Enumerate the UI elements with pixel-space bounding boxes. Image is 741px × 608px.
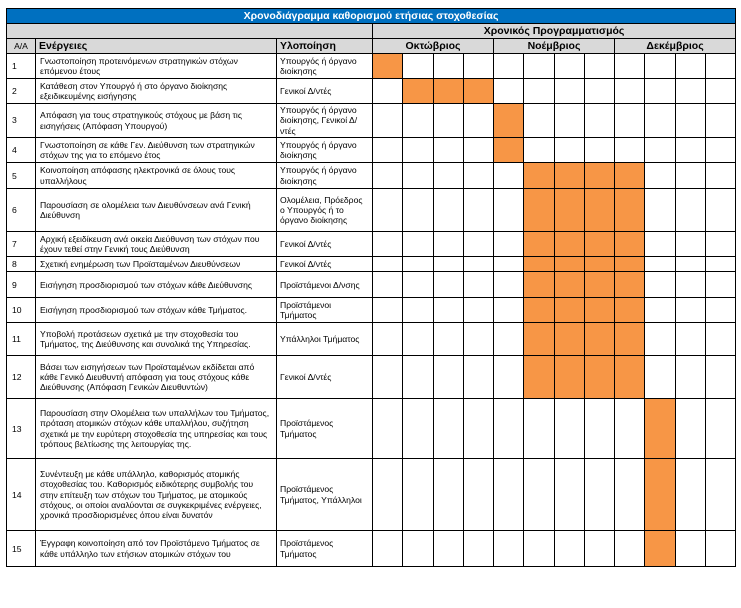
table-row [7, 323, 736, 356]
schedule-cell [494, 79, 524, 104]
schedule-cell [373, 232, 403, 257]
schedule-cell [403, 272, 433, 298]
schedule-cell [524, 79, 554, 104]
schedule-bar-cell [584, 163, 614, 189]
schedule-cell [463, 459, 493, 531]
action-text: Κοινοποίηση απόφασης ηλεκτρονικά σε όλους τους υπαλλήλους [36, 163, 277, 189]
schedule-cell [403, 399, 433, 459]
schedule-cell [494, 189, 524, 232]
schedule-cell [433, 399, 463, 459]
schedule-cell [645, 54, 675, 79]
responsible-text: Γενικοί Δ/ντές [277, 356, 373, 399]
schedule-cell [524, 54, 554, 79]
schedule-bar-cell [554, 257, 584, 272]
schedule-cell [433, 189, 463, 232]
header-spacer [7, 24, 373, 39]
action-text: Παρουσίαση στην Ολομέλεια των υπαλλήλων του Τμήματος, πρόταση ατομικών στόχων κάθε υπαλλήλου, συζήτηση σχετικά με την ευρύτερη στοχοθεσία της υπηρεσίας και τους τρόπους βελτίωσης της λειτουργίας της. [36, 399, 277, 459]
schedule-cell [494, 399, 524, 459]
schedule-cell [433, 272, 463, 298]
schedule-cell [524, 459, 554, 531]
table-row [7, 54, 736, 79]
schedule-bar-cell [524, 163, 554, 189]
schedule-cell [705, 138, 735, 163]
responsible-text: Υπουργός ή όργανο διοίκησης [277, 163, 373, 189]
schedule-cell [615, 399, 645, 459]
schedule-bar-cell [554, 189, 584, 232]
schedule-cell [524, 531, 554, 567]
schedule-cell [494, 323, 524, 356]
schedule-bar-cell [524, 257, 554, 272]
schedule-cell [433, 54, 463, 79]
schedule-cell [463, 189, 493, 232]
schedule-bar-cell [554, 232, 584, 257]
schedule-cell [373, 356, 403, 399]
table-row [7, 104, 736, 138]
schedule-cell [645, 189, 675, 232]
schedule-cell [433, 531, 463, 567]
schedule-bar-cell [584, 272, 614, 298]
schedule-cell [463, 531, 493, 567]
schedule-cell [554, 399, 584, 459]
schedule-bar-cell [645, 459, 675, 531]
schedule-cell [463, 138, 493, 163]
schedule-cell [645, 356, 675, 399]
schedule-cell [675, 356, 705, 399]
schedule-cell [645, 232, 675, 257]
schedule-cell [403, 356, 433, 399]
schedule-table [6, 8, 736, 567]
schedule-cell [433, 459, 463, 531]
table-row [7, 163, 736, 189]
schedule-cell [615, 54, 645, 79]
schedule-cell [463, 298, 493, 323]
schedule-cell [494, 531, 524, 567]
schedule-cell [373, 257, 403, 272]
month-december: Δεκέμβριος [615, 39, 736, 54]
schedule-cell [403, 459, 433, 531]
schedule-cell [645, 138, 675, 163]
schedule-bar-cell [554, 272, 584, 298]
schedule-cell [645, 323, 675, 356]
schedule-bar-cell [584, 189, 614, 232]
schedule-cell [615, 138, 645, 163]
row-number: 4 [7, 138, 36, 163]
schedule-bar-cell [403, 79, 433, 104]
schedule-cell [584, 459, 614, 531]
schedule-cell [403, 298, 433, 323]
schedule-cell [705, 459, 735, 531]
schedule-cell [675, 272, 705, 298]
schedule-cell [494, 459, 524, 531]
schedule-cell [433, 104, 463, 138]
row-number: 13 [7, 399, 36, 459]
row-number: 10 [7, 298, 36, 323]
schedule-cell [403, 163, 433, 189]
schedule-cell [645, 257, 675, 272]
schedule-bar-cell [524, 272, 554, 298]
schedule-cell [584, 54, 614, 79]
schedule-cell [554, 79, 584, 104]
row-number: 9 [7, 272, 36, 298]
schedule-cell [433, 163, 463, 189]
schedule-bar-cell [524, 232, 554, 257]
row-number: 3 [7, 104, 36, 138]
schedule-cell [705, 399, 735, 459]
schedule-cell [463, 104, 493, 138]
schedule-cell [675, 531, 705, 567]
schedule-cell [705, 257, 735, 272]
schedule-cell [675, 189, 705, 232]
schedule-bar-cell [615, 189, 645, 232]
actions-header: Ενέργειες [36, 39, 277, 54]
schedule-cell [403, 323, 433, 356]
schedule-cell [524, 399, 554, 459]
schedule-cell [615, 104, 645, 138]
action-text: Εισήγηση προσδιορισμού των στόχων κάθε Διεύθυνσης [36, 272, 277, 298]
schedule-cell [494, 257, 524, 272]
action-text: Παρουσίαση σε ολομέλεια των Διευθύνσεων ανά Γενική Διεύθυνση [36, 189, 277, 232]
schedule-cell [705, 298, 735, 323]
schedule-cell [463, 54, 493, 79]
action-text: Υποβολή προτάσεων σχετικά με την στοχοθεσία του Τμήματος, της Διεύθυνσης και συνολικά της Υπηρεσίας. [36, 323, 277, 356]
schedule-cell [554, 138, 584, 163]
schedule-bar-cell [373, 54, 403, 79]
row-number: 1 [7, 54, 36, 79]
schedule-cell [615, 79, 645, 104]
action-text: Γνωστοποίηση προτεινόμενων στρατηγικών στόχων επόμενου έτους [36, 54, 277, 79]
schedule-cell [463, 356, 493, 399]
schedule-cell [705, 163, 735, 189]
table-row [7, 531, 736, 567]
schedule-bar-cell [584, 257, 614, 272]
responsible-text: Υπουργός ή όργανο διοίκησης, Γενικοί Δ/ντές [277, 104, 373, 138]
schedule-bar-cell [554, 356, 584, 399]
schedule-cell [433, 323, 463, 356]
row-number: 7 [7, 232, 36, 257]
month-november: Νοέμβριος [494, 39, 615, 54]
schedule-cell [675, 163, 705, 189]
schedule-bar-cell [494, 138, 524, 163]
schedule-cell [433, 298, 463, 323]
schedule-cell [705, 531, 735, 567]
row-number: 12 [7, 356, 36, 399]
row-number: 5 [7, 163, 36, 189]
schedule-cell [675, 323, 705, 356]
action-text: Σχετική ενημέρωση των Προϊσταμένων Διευθύνσεων [36, 257, 277, 272]
schedule-bar-cell [524, 356, 554, 399]
table-row [7, 189, 736, 232]
responsible-text: Προϊστάμενοι Τμήματος [277, 298, 373, 323]
table-row [7, 232, 736, 257]
schedule-cell [373, 104, 403, 138]
schedule-cell [645, 298, 675, 323]
schedule-bar-cell [615, 163, 645, 189]
schedule-bar-cell [584, 323, 614, 356]
schedule-cell [675, 298, 705, 323]
schedule-cell [403, 54, 433, 79]
schedule-cell [524, 138, 554, 163]
schedule-cell [433, 138, 463, 163]
responsible-text: Προϊστάμενος Τμήματος, Υπάλληλοι [277, 459, 373, 531]
schedule-cell [433, 257, 463, 272]
schedule-cell [373, 323, 403, 356]
action-text: Γνωστοποίηση σε κάθε Γεν. Διεύθυνση των στρατηγικών στόχων της για το επόμενο έτος [36, 138, 277, 163]
responsible-text: Υπάλληλοι Τμήματος [277, 323, 373, 356]
schedule-bar-cell [615, 323, 645, 356]
row-number: 14 [7, 459, 36, 531]
schedule-bar-cell [433, 79, 463, 104]
schedule-cell [705, 54, 735, 79]
schedule-cell [675, 79, 705, 104]
schedule-cell [463, 399, 493, 459]
schedule-bar-cell [524, 298, 554, 323]
responsible-text: Γενικοί Δ/ντές [277, 257, 373, 272]
schedule-cell [373, 399, 403, 459]
schedule-cell [675, 459, 705, 531]
responsible-text: Γενικοί Δ/ντές [277, 79, 373, 104]
responsible-text: Υπουργός ή όργανο διοίκησης [277, 54, 373, 79]
schedule-bar-cell [615, 232, 645, 257]
schedule-bar-cell [463, 79, 493, 104]
schedule-bar-cell [524, 323, 554, 356]
row-number: 15 [7, 531, 36, 567]
schedule-cell [675, 257, 705, 272]
action-text: Κατάθεση στον Υπουργό ή στο όργανο διοίκησης εξειδικευμένης εισήγησης [36, 79, 277, 104]
schedule-cell [645, 163, 675, 189]
schedule-cell [494, 163, 524, 189]
schedule-cell [584, 399, 614, 459]
responsible-text: Προϊστάμενος Τμήματος [277, 399, 373, 459]
schedule-cell [494, 298, 524, 323]
schedule-cell [494, 356, 524, 399]
schedule-bar-cell [615, 257, 645, 272]
schedule-cell [645, 79, 675, 104]
responsible-text: Ολομέλεια, Πρόεδρος ο Υπουργός ή το όργανο διοίκησης [277, 189, 373, 232]
schedule-cell [494, 272, 524, 298]
schedule-cell [463, 257, 493, 272]
schedule-bar-cell [554, 163, 584, 189]
schedule-cell [645, 104, 675, 138]
schedule-cell [675, 232, 705, 257]
action-text: Απόφαση για τους στρατηγικούς στόχους με βάση τις εισηγήσεις (Απόφαση Υπουργού) [36, 104, 277, 138]
schedule-bar-cell [615, 272, 645, 298]
schedule-bar-cell [554, 298, 584, 323]
schedule-cell [373, 272, 403, 298]
schedule-bar-cell [615, 298, 645, 323]
row-number: 11 [7, 323, 36, 356]
schedule-cell [675, 54, 705, 79]
schedule-cell [705, 79, 735, 104]
schedule-cell [373, 531, 403, 567]
row-number: 8 [7, 257, 36, 272]
schedule-cell [705, 104, 735, 138]
no-header: Α/Α [7, 39, 36, 54]
schedule-bar-cell [494, 104, 524, 138]
schedule-cell [615, 531, 645, 567]
schedule-cell [705, 356, 735, 399]
schedule-cell [373, 138, 403, 163]
schedule-cell [705, 189, 735, 232]
schedule-bar-cell [554, 323, 584, 356]
month-october: Οκτώβριος [373, 39, 494, 54]
action-text: Αρχική εξειδίκευση ανά οικεία Διεύθυνση των στόχων που έχουν τεθεί στην Γενική τους Διεύθυνση [36, 232, 277, 257]
schedule-cell [705, 272, 735, 298]
responsible-header: Υλοποίηση [277, 39, 373, 54]
schedule-cell [675, 104, 705, 138]
row-number: 6 [7, 189, 36, 232]
schedule-cell [373, 298, 403, 323]
schedule-cell [403, 138, 433, 163]
responsible-text: Υπουργός ή όργανο διοίκησης [277, 138, 373, 163]
schedule-cell [463, 323, 493, 356]
schedule-cell [494, 54, 524, 79]
schedule-cell [433, 232, 463, 257]
schedule-cell [403, 104, 433, 138]
schedule-cell [373, 189, 403, 232]
schedule-cell [584, 79, 614, 104]
schedule-cell [373, 459, 403, 531]
table-row [7, 399, 736, 459]
schedule-bar-cell [584, 298, 614, 323]
action-text: Βάσει των εισηγήσεων των Προϊσταμένων εκδίδεται από κάθε Γενικό Διευθυντή απόφαση για τους στόχους κάθε Διεύθυνσης (Απόφαση Γενικών Διευθυντών) [36, 356, 277, 399]
schedule-cell [373, 79, 403, 104]
table-row [7, 79, 736, 104]
schedule-cell [554, 459, 584, 531]
schedule-cell [554, 54, 584, 79]
action-text: Εισήγηση προσδιορισμού των στόχων κάθε Τμήματος. [36, 298, 277, 323]
schedule-cell [463, 232, 493, 257]
table-title: Χρονοδιάγραμμα καθορισμού ετήσιας στοχοθεσίας [7, 9, 736, 24]
responsible-text: Προϊστάμενοι Δ/νσης [277, 272, 373, 298]
schedule-bar-cell [615, 356, 645, 399]
responsible-text: Προϊστάμενος Τμήματος [277, 531, 373, 567]
schedule-bar-cell [584, 356, 614, 399]
schedule-bar-cell [584, 232, 614, 257]
schedule-cell [403, 531, 433, 567]
schedule-cell [524, 104, 554, 138]
table-row [7, 257, 736, 272]
schedule-cell [554, 531, 584, 567]
table-row [7, 272, 736, 298]
schedule-cell [373, 163, 403, 189]
table-row [7, 138, 736, 163]
table-row [7, 356, 736, 399]
table-row [7, 298, 736, 323]
schedule-cell [584, 531, 614, 567]
action-text: Συνέντευξη με κάθε υπάλληλο, καθορισμός ατομικής στοχοθεσίας του. Καθορισμός ειδικότερης συμβολής του στην επίτευξη των στόχων του Τμήματος, με ατομικούς στόχους, οι οποίοι αναλύονται σε συγκεκριμένες ενέργειες, χρονικά προσδιορισμένες όπου είναι δυνατόν [36, 459, 277, 531]
schedule-cell [675, 138, 705, 163]
schedule-cell [494, 232, 524, 257]
action-text: Έγγραφη κοινοποίηση από τον Προϊστάμενο Τμήματος σε κάθε υπάλληλο των ετήσιων ατομικών στόχων του [36, 531, 277, 567]
schedule-header: Χρονικός Προγραμματισμός [373, 24, 736, 39]
schedule-bar-cell [645, 399, 675, 459]
schedule-cell [463, 163, 493, 189]
schedule-cell [403, 189, 433, 232]
schedule-cell [433, 356, 463, 399]
schedule-bar-cell [645, 531, 675, 567]
schedule-cell [403, 257, 433, 272]
responsible-text: Γενικοί Δ/ντές [277, 232, 373, 257]
schedule-cell [554, 104, 584, 138]
schedule-cell [705, 232, 735, 257]
row-number: 2 [7, 79, 36, 104]
schedule-cell [675, 399, 705, 459]
schedule-cell [584, 138, 614, 163]
schedule-cell [615, 459, 645, 531]
schedule-bar-cell [524, 189, 554, 232]
schedule-cell [463, 272, 493, 298]
schedule-cell [403, 232, 433, 257]
schedule-cell [705, 323, 735, 356]
schedule-cell [645, 272, 675, 298]
table-row [7, 459, 736, 531]
schedule-cell [584, 104, 614, 138]
